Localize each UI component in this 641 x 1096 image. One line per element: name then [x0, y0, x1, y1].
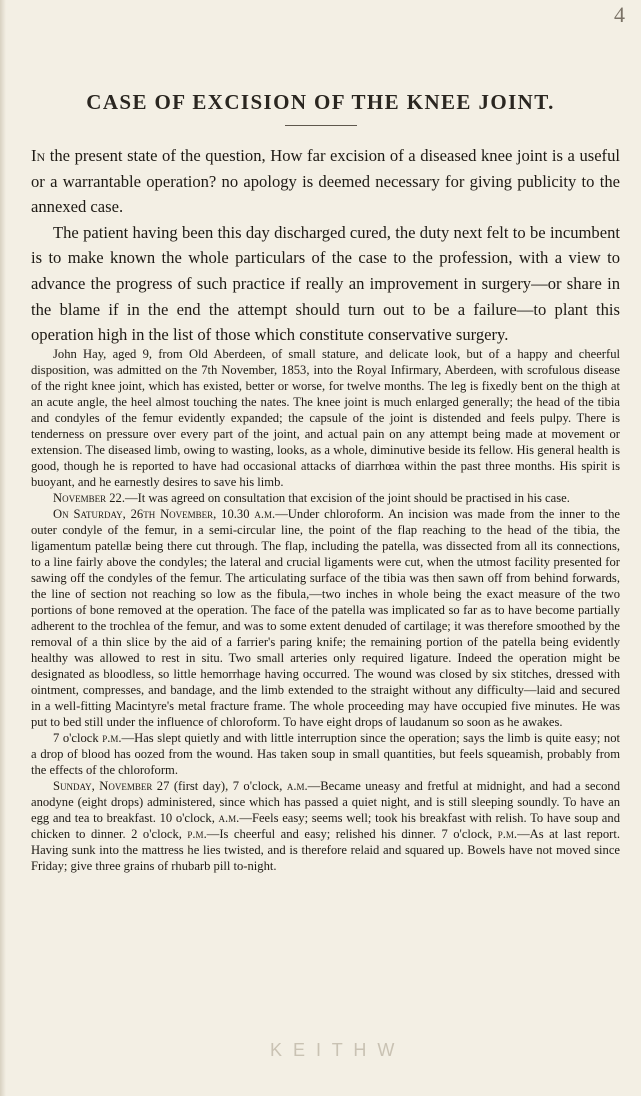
case-report [31, 346, 620, 874]
operation-am: a.m. [254, 507, 276, 521]
evening-pm: p.m. [102, 731, 122, 745]
nov-22-paragraph [31, 490, 620, 506]
library-stamp: K E I T H W [270, 1040, 398, 1060]
first-day-text-e: —As at last report. Having sunk into the mattress he lies twisted, and is therefore relaid and squared up. Bowels have not moved since Friday; give three grains of rhubarb pill to-night. [31, 827, 620, 873]
intro-lead-word: In [31, 146, 46, 165]
evening-time: 7 o'clock [53, 731, 103, 745]
intro-paragraph-1 [31, 143, 620, 220]
document-title: CASE OF EXCISION OF THE KNEE JOINT. [86, 90, 555, 114]
intro-paragraph-2: The patient having been this day discharged cured, the duty next felt to be incumbent is to make known the whole particulars of the case to the profession, with a view to advance the progress of such practice if really an improvement in surgery—or share in the blame if in the end the attempt should turn out to be a failure—to plant this operation high in the list of those which constitute conservative surgery. [31, 222, 620, 345]
first-day-text-a: 27 (first day), 7 o'clock, [152, 779, 287, 793]
first-day-paragraph [31, 778, 620, 874]
first-day-text-d: —Is cheerful and easy; relished his dinner. 7 o'clock, [206, 827, 498, 841]
nov-22-text: —It was agreed on consultation that excision of the joint should be practised in his case. [125, 491, 570, 505]
title-rule [285, 125, 357, 126]
nov-22-heading: November 22. [53, 491, 125, 505]
first-day-text-b: —Became uneasy and fretful at midnight, and had a second anodyne (eight drops) administered, since which has passed a quiet night, and is still sleeping soundly. To have an egg and tea to breakfast. 10 o'clock, [31, 779, 620, 825]
first-day-am-1: a.m. [286, 779, 308, 793]
binding-shadow [0, 0, 6, 1096]
first-day-am-2: a.m. [218, 811, 240, 825]
evening-text: —Has slept quietly and with little interruption since the operation; says the limb is quite easy; not a drop of blood has oozed from the wound. Has taken soup in small quantities, but feels squeamish, probably from the effects of the chloroform. [31, 731, 620, 777]
operation-heading: On Saturday, 26th November, [53, 507, 217, 521]
introduction [31, 143, 620, 348]
operation-text: —Under chloroform. An incision was made from the inner to the outer condyle of the femur, in a semi-circular line, the point of the flap reaching to the head of the tibia, the ligamentum patellæ being there cut through. The flap, including the patella, was dissected from all its connections, to a line fairly above the condyles; the lateral and crucial ligaments were cut, when the utmost facility presented for sawing off the condyles of the femur. The articulating surface of the tibia was then sawn off from behind forwards, the line of section not reaching so low as the fibula,—two inches in whole being the exact measure of the two portions of bone removed at the operation. The face of the patella was implicated so far as to have become partially adherent to the trochlea of the femur, and was to some extent denuded of cartilage; it was therefore smoothed by the removal of a thin slice by the aid of a farrier's paring knife; the remaining portion of the patella being evidently healthy was allowed to rest in situ. Two small arteries only required ligature. Indeed the operation might be designated as bloodless, so little hemorrhage having occurred. The wound was closed by six stitches, dressed with ointment, compresses, and bandage, and the limb extended to the straight without any difficulty—laid and secured in a well-fitting Macintyre's metal fracture frame. The whole proceeding may have occupied five minutes. He was put to bed still under the influence of chloroform. To have eight drops of laudanum so soon as he awakes. [31, 507, 620, 729]
first-day-pm-1: p.m. [187, 827, 207, 841]
operation-paragraph [31, 506, 620, 730]
first-day-text-c: —Feels easy; seems well; took his breakfast with relish. To have soup and chicken to dinner. 2 o'clock, [31, 811, 620, 841]
evening-paragraph [31, 730, 620, 778]
page-number-mark: 4 [614, 2, 625, 27]
first-day-pm-2: p.m. [497, 827, 518, 841]
first-day-heading: Sunday, November [53, 779, 153, 793]
intro-paragraph-1-text: the present state of the question, How far excision of a diseased knee joint is a useful or a warrantable operation? no apology is deemed necessary for giving publicity to the annexed case. [31, 146, 620, 217]
operation-time: 10.30 [216, 507, 255, 521]
case-history-paragraph: John Hay, aged 9, from Old Aberdeen, of small stature, and delicate look, but of a happy and cheerful disposition, was admitted on the 7th November, 1853, into the Royal Infirmary, Aberdeen, with scrofulous disease of the right knee joint, which has existed, better or worse, for twelve months. The leg is fixedly bent on the thigh at an acute angle, the heel almost touching the nates. The knee joint is much enlarged generally; the head of the tibia and condyles of the femur evidently expanded; the capsule of the joint is distended and feels pulpy. There is tenderness on pressure over every part of the joint, and actual pain on any attempt being made at movement or extension. The diseased limb, owing to wasting, looks, as a whole, diminutive beside its fellow. His general health is good, though he is reported to have had occasional attacks of diarrhœa within the past three months. His spirit is buoyant, and he earnestly desires to save his limb. [31, 347, 620, 489]
